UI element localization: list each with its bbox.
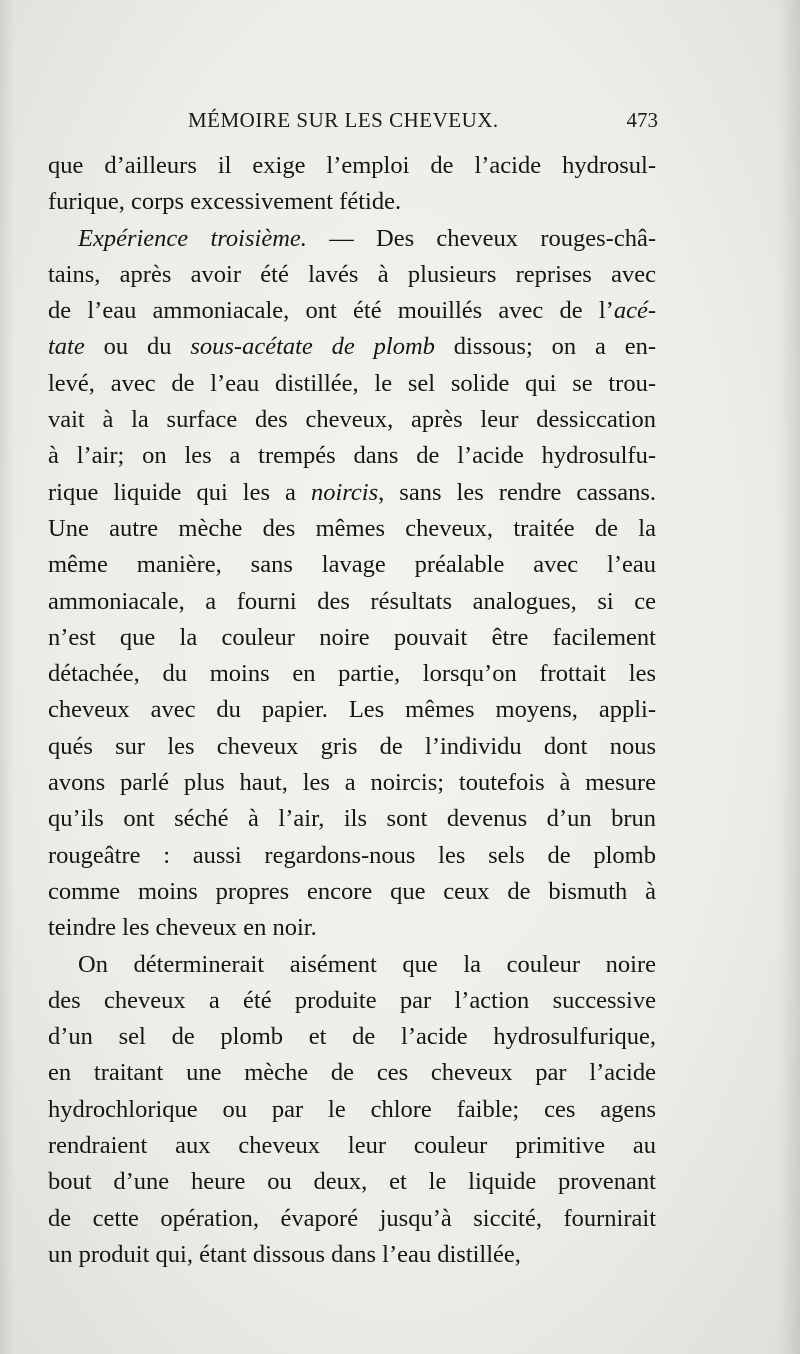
text-run: même manière, sans lavage préalable avec l’eau (48, 551, 656, 579)
text-line (48, 402, 656, 438)
body-text (48, 148, 656, 1273)
text-line (48, 765, 656, 801)
text-line (48, 148, 656, 184)
text-line (48, 329, 656, 365)
text-line (48, 1237, 656, 1273)
text-run: de cette opération, évaporé jusqu’à siccité, fournirait (48, 1204, 656, 1232)
text-run: furique, corps excessivement fétide. (48, 188, 402, 216)
text-run: , sans les rendre cassans. (378, 478, 656, 506)
text-run: teindre les cheveux en noir. (48, 914, 317, 942)
text-run: ammoniacale, a fourni des résultats analogues, si ce (48, 587, 656, 615)
text-line (48, 547, 656, 583)
italic-text: tate (48, 333, 85, 361)
text-line (48, 1201, 656, 1237)
text-run: qu’ils ont séché à l’air, ils sont devenus d’un brun (48, 805, 656, 833)
text-run: que d’ailleurs il exige l’emploi de l’acide hydrosul- (48, 152, 656, 179)
text-line (48, 1055, 656, 1091)
text-line (48, 257, 656, 293)
text-line (48, 838, 656, 874)
running-title: MÉMOIRE SUR LES CHEVEUX. (188, 108, 499, 132)
text-line (48, 983, 656, 1019)
italic-text: Expérience troisième. (78, 224, 307, 252)
text-run: à l’air; on les a trempés dans de l’acide hydrosulfu- (48, 442, 656, 470)
text-run: levé, avec de l’eau distillée, le sel solide qui se trou- (48, 369, 656, 397)
text-run: rendraient aux cheveux leur couleur primitive au (48, 1132, 656, 1160)
page-edge-shadow (778, 0, 800, 1354)
italic-text: sous-acétate de plomb (190, 333, 435, 361)
text-run: avons parlé plus haut, les a noircis; toutefois à mesure (48, 769, 656, 797)
paragraph (48, 947, 656, 1274)
text-run: tains, après avoir été lavés à plusieurs reprises avec (48, 260, 656, 288)
text-line (48, 620, 656, 656)
text-run: rougeâtre : aussi regardons-nous les sels de plomb (48, 841, 656, 869)
text-line (48, 438, 656, 474)
text-line (48, 910, 656, 946)
text-line (48, 475, 656, 511)
text-line (48, 511, 656, 547)
text-run: des cheveux a été produite par l’action successive (48, 986, 656, 1014)
text-line (48, 584, 656, 620)
text-run: détachée, du moins en partie, lorsqu’on frottait les (48, 660, 656, 688)
text-line (48, 221, 656, 257)
text-line (48, 1019, 656, 1055)
paragraph (48, 221, 656, 947)
text-run: bout d’une heure ou deux, et le liquide provenant (48, 1168, 656, 1196)
text-line (48, 1092, 656, 1128)
text-line (48, 729, 656, 765)
text-run: de l’eau ammoniacale, ont été mouillés avec de l’ (48, 297, 614, 325)
text-run: On déterminerait aisément que la couleur noire (78, 950, 656, 978)
text-line (48, 874, 656, 910)
running-head (48, 108, 658, 142)
text-run: dissous; on a en- (434, 333, 656, 361)
page-number: 473 (626, 108, 658, 132)
text-line (48, 1164, 656, 1200)
text-run: cheveux avec du papier. Les mêmes moyens, appli- (48, 696, 656, 724)
text-line (48, 1128, 656, 1164)
text-run: rique liquide qui les a (48, 478, 311, 506)
page-gutter-shadow (0, 0, 14, 1354)
text-run: n’est que la couleur noire pouvait être facilement (48, 623, 656, 651)
text-run: vait à la surface des cheveux, après leur dessiccation (48, 406, 656, 434)
text-run: d’un sel de plomb et de l’acide hydrosulfurique, (48, 1023, 656, 1051)
text-line (48, 184, 656, 220)
text-line (48, 947, 656, 983)
text-line (48, 801, 656, 837)
paragraph (48, 148, 656, 221)
text-run: ou du (84, 333, 191, 361)
text-run: qués sur les cheveux gris de l’individu dont nous (48, 732, 656, 760)
text-run: hydrochlorique ou par le chlore faible; ces agens (48, 1095, 656, 1123)
text-run: comme moins propres encore que ceux de bismuth à (48, 877, 656, 905)
italic-text: noircis (310, 478, 379, 506)
text-line (48, 366, 656, 402)
text-run: en traitant une mèche de ces cheveux par l’acide (48, 1059, 656, 1087)
italic-text: acé- (613, 297, 656, 325)
text-line (48, 293, 656, 329)
text-run: — Des cheveux rouges-châ- (306, 224, 656, 252)
text-run: un produit qui, étant dissous dans l’eau distillée, (48, 1240, 521, 1268)
text-run: Une autre mèche des mêmes cheveux, traitée de la (48, 514, 656, 542)
text-line (48, 692, 656, 728)
text-line (48, 656, 656, 692)
